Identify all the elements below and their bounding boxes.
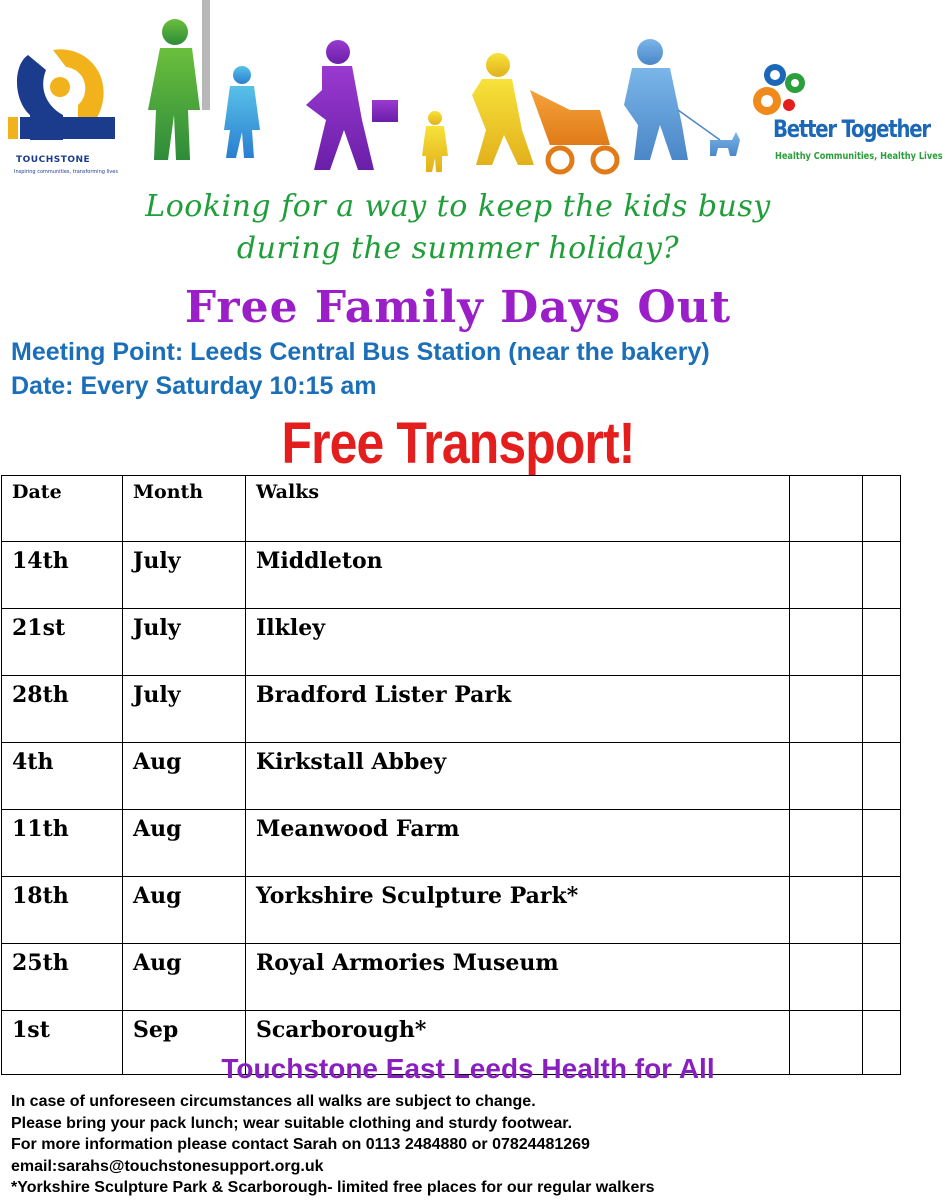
tagline-line-2: during the summer holiday? bbox=[236, 231, 680, 266]
cell-walk: Royal Armories Museum bbox=[246, 944, 790, 1011]
note-contact: For more information please contact Sarah on 0113 2484880 or 07824481269 bbox=[11, 1136, 590, 1153]
table-row bbox=[2, 944, 901, 1011]
cell-month: July bbox=[123, 676, 246, 743]
header-empty-1 bbox=[790, 476, 863, 542]
cell-walk: Bradford Lister Park bbox=[246, 676, 790, 743]
cell-empty bbox=[790, 877, 863, 944]
cell-walk: Middleton bbox=[246, 542, 790, 609]
walks-table bbox=[1, 475, 901, 1075]
touchstone-tagline: Inspiring communities, transforming lives bbox=[14, 169, 118, 175]
cell-date: 4th bbox=[2, 743, 123, 810]
meeting-point: Meeting Point: Leeds Central Bus Station (near the bakery) bbox=[11, 338, 710, 366]
note-limited-places: *Yorkshire Sculpture Park & Scarborough- limited free places for our regular walkers bbox=[11, 1179, 655, 1196]
touchstone-logo-mark bbox=[8, 45, 118, 155]
table-row bbox=[2, 743, 901, 810]
cell-walk: Meanwood Farm bbox=[246, 810, 790, 877]
date-line: Date: Every Saturday 10:15 am bbox=[11, 372, 377, 400]
header-date: Date bbox=[2, 476, 123, 542]
cell-empty bbox=[863, 743, 901, 810]
tagline-line-1: Looking for a way to keep the kids busy bbox=[145, 189, 771, 224]
better-together-logo bbox=[745, 55, 943, 185]
page-title: Free Family Days Out bbox=[184, 282, 732, 333]
cell-empty bbox=[863, 877, 901, 944]
note-email: email:sarahs@touchstonesupport.org.uk bbox=[11, 1157, 324, 1175]
cell-empty bbox=[863, 676, 901, 743]
family-silhouettes-illustration bbox=[130, 0, 740, 185]
cell-month: Aug bbox=[123, 743, 246, 810]
organisation-name: Touchstone East Leeds Health for All bbox=[221, 1053, 715, 1084]
cell-month: July bbox=[123, 542, 246, 609]
table-row bbox=[2, 810, 901, 877]
cell-empty bbox=[863, 944, 901, 1011]
touchstone-logo bbox=[8, 45, 118, 180]
cell-empty bbox=[863, 810, 901, 877]
cell-month: Sep bbox=[123, 1011, 246, 1075]
touchstone-brand: TOUCHSTONE bbox=[16, 155, 91, 165]
cell-empty bbox=[790, 944, 863, 1011]
table-row bbox=[2, 609, 901, 676]
table-row bbox=[2, 542, 901, 609]
header-walks: Walks bbox=[246, 476, 790, 542]
cell-date: 25th bbox=[2, 944, 123, 1011]
kids-busy-tagline bbox=[0, 186, 916, 270]
table-row bbox=[2, 676, 901, 743]
cell-date: 1st bbox=[2, 1011, 123, 1075]
note-lunch: Please bring your pack lunch; wear suitable clothing and sturdy footwear. bbox=[11, 1114, 573, 1132]
cell-walk: Ilkley bbox=[246, 609, 790, 676]
header-month: Month bbox=[123, 476, 246, 542]
cell-month: Aug bbox=[123, 944, 246, 1011]
note-change: In case of unforeseen circumstances all walks are subject to change. bbox=[11, 1093, 536, 1110]
cell-month: July bbox=[123, 609, 246, 676]
footer-notes bbox=[11, 1091, 911, 1199]
table-row bbox=[2, 877, 901, 944]
cell-date: 11th bbox=[2, 810, 123, 877]
cell-date: 28th bbox=[2, 676, 123, 743]
cell-month: Aug bbox=[123, 877, 246, 944]
header-artwork bbox=[0, 0, 943, 190]
cell-date: 14th bbox=[2, 542, 123, 609]
cell-empty bbox=[863, 609, 901, 676]
better-together-title: Better Together bbox=[773, 115, 930, 143]
cell-empty bbox=[790, 542, 863, 609]
cell-walk: Kirkstall Abbey bbox=[246, 743, 790, 810]
free-transport-banner: Free Transport! bbox=[281, 411, 635, 476]
cell-empty bbox=[790, 743, 863, 810]
header-empty-2 bbox=[863, 476, 901, 542]
cell-empty bbox=[790, 676, 863, 743]
cell-walk: Scarborough* bbox=[246, 1011, 790, 1075]
cell-walk: Yorkshire Sculpture Park* bbox=[246, 877, 790, 944]
cell-date: 18th bbox=[2, 877, 123, 944]
cell-empty bbox=[790, 810, 863, 877]
cell-date: 21st bbox=[2, 609, 123, 676]
cell-month: Aug bbox=[123, 810, 246, 877]
better-together-subtitle: Healthy Communities, Healthy Lives bbox=[775, 151, 943, 162]
cell-empty bbox=[863, 542, 901, 609]
table-header-row bbox=[2, 476, 901, 542]
cell-empty bbox=[790, 609, 863, 676]
